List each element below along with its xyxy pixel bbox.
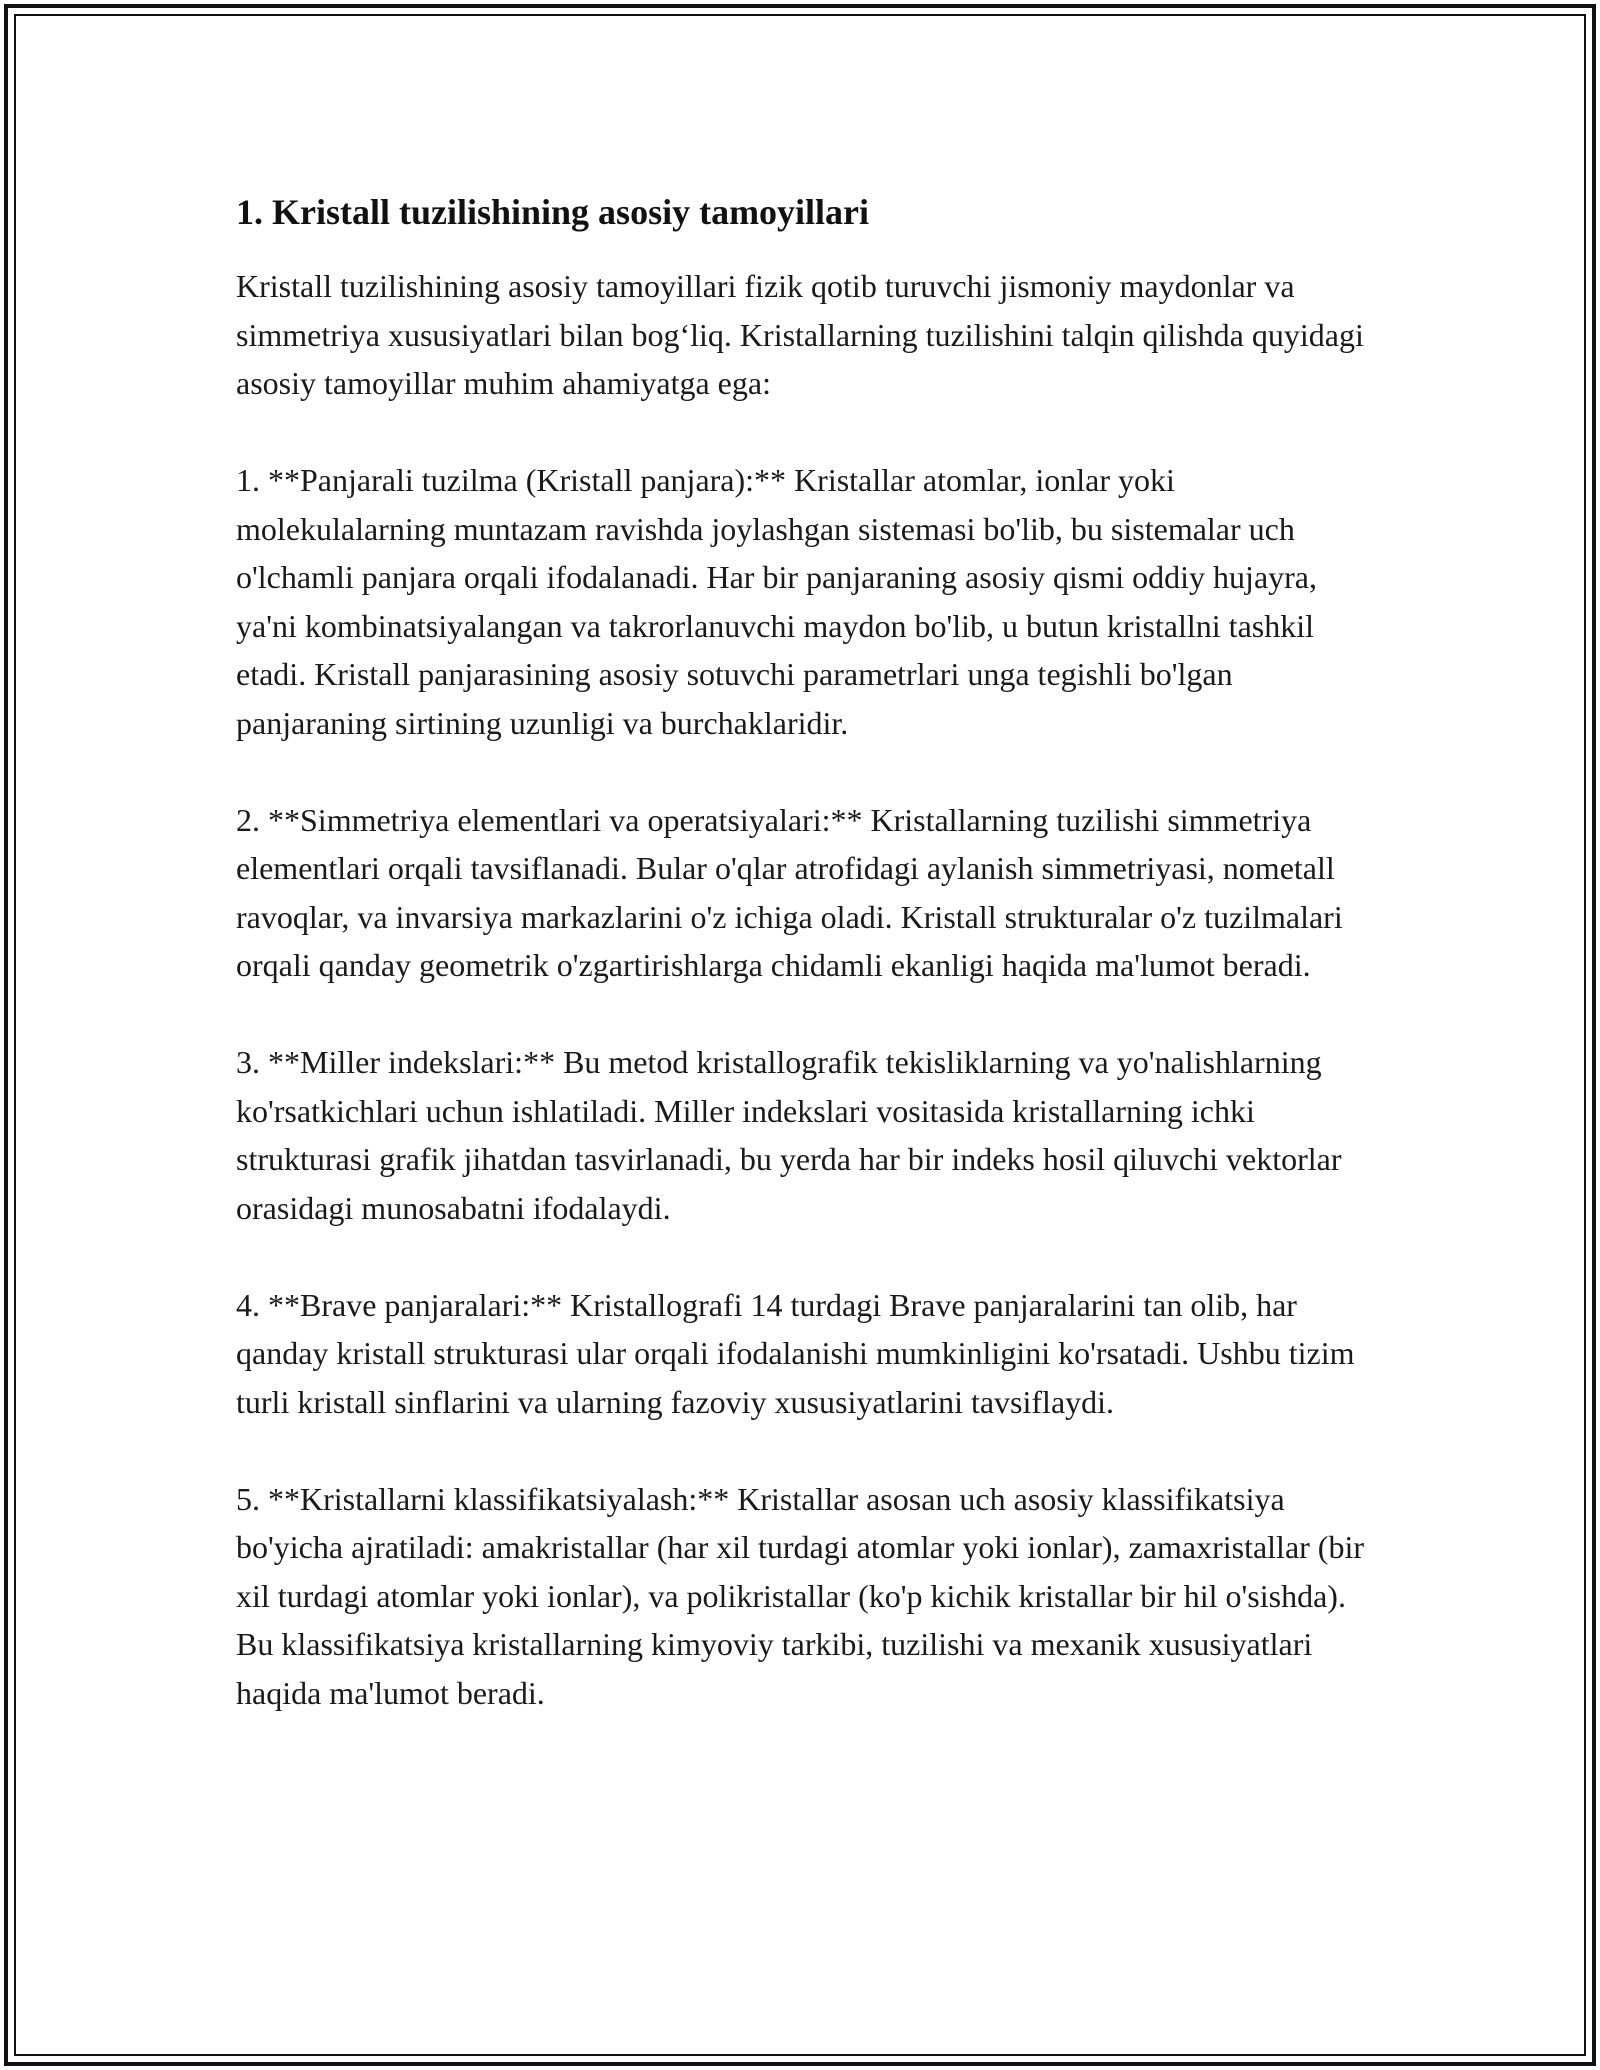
paragraph-symmetry-elements: 2. **Simmetriya elementlari va operatsiyalari:** Kristallarning tuzilishi simmetriya elementlari orqali tavsiflanadi. Bular o'qlar atrofidagi aylanish simmetriyasi, nometall ravoqlar, va invarsiya markazlarini o'z ichiga oladi. Kristall strukturalar o'z tuzilmalari orqali qanday geometrik o'zgartirishlarga chidamli ekanligi haqida ma'lumot beradi. <box>236 801 1343 983</box>
section-heading: 1. Kristall tuzilishining asosiy tamoyillari <box>236 192 870 232</box>
paragraph-miller-indices: 3. **Miller indekslari:** Bu metod kristallografik tekisliklarning va yo'nalishlarning ko'rsatkichlari uchun ishlatiladi. Miller indekslari vositasida kristallarning ichki strukturasi grafik jihatdan tasvirlanadi, bu yerda har bir indeks hosil qiluvchi vektorlar orasidagi munosabatni ifodalaydi. <box>236 1044 1342 1226</box>
paragraph-bravais-lattices: 4. **Brave panjaralari:** Kristallografi 14 turdagi Brave panjaralarini tan olib, har qanday kristall strukturasi ular orqali ifodalanishi mumkinligini ko'rsatadi. Ushbu tizim turli kristall sinflarini va ularning fazoviy xususiyatlarini tavsiflaydi. <box>236 1286 1355 1420</box>
document-body <box>236 188 1376 1717</box>
paragraph-lattice-structure: 1. **Panjarali tuzilma (Kristall panjara):** Kristallar atomlar, ionlar yoki molekulalarning muntazam ravishda joylashgan sistemasi bo'lib, bu sistemalar uch o'lchamli panjara orqali ifodalanadi. Har bir panjaraning asosiy qismi oddiy hujayra, ya'ni kombinatsiyalangan va takrorlanuvchi maydon bo'lib, u butun kristallni tashkil etadi. Kristall panjarasining asosiy sotuvchi parametrlari unga tegishli bo'lgan panjaraning sirtining uzunligi va burchaklaridir. <box>236 462 1317 741</box>
intro-paragraph: Kristall tuzilishining asosiy tamoyillari fizik qotib turuvchi jismoniy maydonlar va simmetriya xususiyatlari bilan bog‘liq. Kristallarning tuzilishini talqin qilishda quyidagi asosiy tamoyillar muhim ahamiyatga ega: <box>236 268 1364 401</box>
paragraph-crystal-classification: 5. **Kristallarni klassifikatsiyalash:** Kristallar asosan uch asosiy klassifikatsiya bo'yicha ajratiladi: amakristallar (har xil turdagi atomlar yoki ionlar), zamaxristallar (bir xil turdagi atomlar yoki ionlar), va polikristallar (ko'p kichik kristallar bir hil o'sishda). Bu klassifikatsiya kristallarning kimyoviy tarkibi, tuzilishi va mexanik xususiyatlari haqida ma'lumot beradi. <box>236 1480 1364 1711</box>
